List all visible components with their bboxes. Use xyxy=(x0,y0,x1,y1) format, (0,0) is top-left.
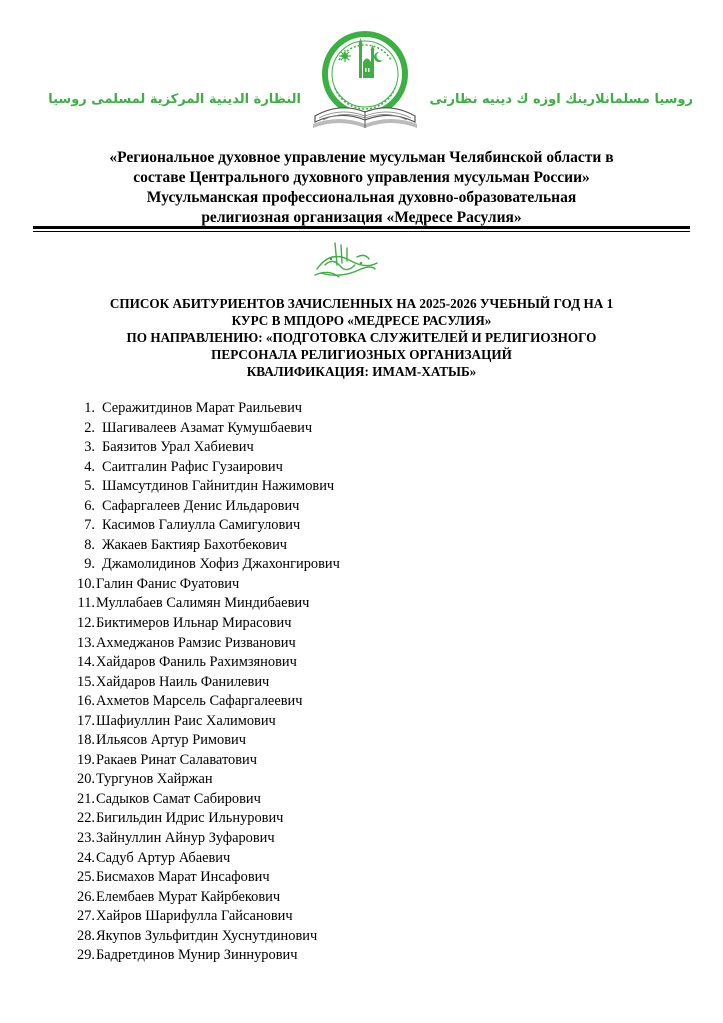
list-item-number: 25. xyxy=(77,869,95,886)
title-line: КВАЛИФИКАЦИЯ: ИМАМ-ХАТЫБ» xyxy=(246,364,477,379)
list-item-number: 11. xyxy=(77,595,95,612)
list-item xyxy=(70,849,670,869)
list-item-number: 3. xyxy=(84,439,95,456)
arabic-org-name-right: روسيا مسلمانلارينك اوزه ك دينيه نظارتی xyxy=(429,92,693,107)
list-item-number: 14. xyxy=(77,654,95,671)
list-item xyxy=(70,497,670,517)
list-item xyxy=(70,927,670,947)
list-item-name: Касимов Галиулла Самигулович xyxy=(102,517,301,534)
list-item-number: 20. xyxy=(77,771,95,788)
list-item-number: 7. xyxy=(84,517,95,534)
tughra-calligraphy-icon xyxy=(311,239,381,281)
list-item xyxy=(70,751,670,771)
list-item xyxy=(70,692,670,712)
list-item xyxy=(70,458,670,478)
list-item-name: Бадретдинов Мунир Зиннурович xyxy=(96,947,298,964)
list-item-number: 22. xyxy=(77,810,95,827)
arabic-org-name-left: النظارة الدينية المركزية لمسلمی روسيا xyxy=(48,92,301,107)
list-item-number: 9. xyxy=(84,556,95,573)
list-item xyxy=(70,907,670,927)
list-item-number: 24. xyxy=(77,849,95,866)
list-item-name: Якупов Зульфитдин Хуснутдинович xyxy=(96,927,318,944)
list-item-number: 6. xyxy=(84,497,95,514)
list-item-name: Муллабаев Салимян Миндибаевич xyxy=(96,595,310,612)
list-item xyxy=(70,575,670,595)
list-item xyxy=(70,594,670,614)
list-item-number: 17. xyxy=(77,712,95,729)
list-item-name: Джамолидинов Хофиз Джахонгирович xyxy=(102,556,340,573)
list-item-number: 13. xyxy=(77,634,95,651)
header-divider-thick xyxy=(33,226,690,229)
list-item-number: 19. xyxy=(77,751,95,768)
list-item-name: Хайров Шарифулла Гайсанович xyxy=(96,908,293,925)
document-title xyxy=(40,295,683,380)
list-item xyxy=(70,516,670,536)
list-item xyxy=(70,614,670,634)
list-item-number: 12. xyxy=(77,615,95,632)
list-item-name: Садыков Самат Сабирович xyxy=(96,790,261,807)
list-item-number: 1. xyxy=(84,400,95,416)
list-item xyxy=(70,770,670,790)
list-item-number: 8. xyxy=(84,536,95,553)
header-divider-thin xyxy=(33,231,690,232)
list-item xyxy=(70,634,670,654)
list-item-name: Серажитдинов Марат Раильевич xyxy=(102,400,303,416)
list-item-name: Зайнуллин Айнур Зуфарович xyxy=(96,830,275,847)
list-item xyxy=(70,888,670,908)
list-item-name: Баязитов Урал Хабиевич xyxy=(102,439,254,456)
list-item xyxy=(70,438,670,458)
list-item-name: Сафаргалеев Денис Ильдарович xyxy=(102,497,300,514)
student-list xyxy=(70,399,670,966)
list-item-name: Биктимеров Ильнар Мирасович xyxy=(96,615,292,632)
list-item-number: 15. xyxy=(77,673,95,690)
list-item-number: 29. xyxy=(77,947,95,964)
org-line: Мусульманская профессиональная духовно-образовательная xyxy=(146,189,577,206)
list-item xyxy=(70,809,670,829)
org-line: составе Центрального духовного управления мусульман России» xyxy=(133,169,590,186)
list-item-name: Садуб Артур Абаевич xyxy=(96,849,231,866)
list-item-name: Саитгалин Рафис Гузаирович xyxy=(102,458,283,475)
mosque-book-emblem-icon xyxy=(305,30,425,140)
list-item xyxy=(70,712,670,732)
list-item-number: 10. xyxy=(77,575,95,592)
list-item-name: Бигильдин Идрис Ильнурович xyxy=(96,810,284,827)
list-item-name: Хайдаров Наиль Фанилевич xyxy=(96,673,270,690)
list-item-name: Шагивалеев Азамат Кумушбаевич xyxy=(102,419,313,436)
title-line: КУРС В МПДОРО «МЕДРЕСЕ РАСУЛИЯ» xyxy=(231,313,492,328)
list-item-name: Галин Фанис Фуатович xyxy=(96,575,240,592)
organization-header xyxy=(40,148,683,228)
list-item-name: Тургунов Хайржан xyxy=(96,771,213,788)
list-item xyxy=(70,946,670,966)
title-line: СПИСОК АБИТУРИЕНТОВ ЗАЧИСЛЕННЫХ НА 2025-2026 УЧЕБНЫЙ ГОД НА 1 xyxy=(109,296,614,311)
list-item-name: Шафиуллин Раис Халимович xyxy=(96,712,276,729)
list-item xyxy=(70,673,670,693)
list-item xyxy=(70,790,670,810)
list-item xyxy=(70,653,670,673)
list-item-number: 23. xyxy=(77,830,95,847)
org-line: «Региональное духовное управление мусульман Челябинской области в xyxy=(109,149,614,166)
list-item-name: Шамсутдинов Гайнитдин Нажимович xyxy=(102,478,335,495)
list-item-name: Елембаев Мурат Кайрбекович xyxy=(96,888,281,905)
list-item xyxy=(70,399,670,419)
list-item xyxy=(70,868,670,888)
list-item-name: Ракаев Ринат Салаватович xyxy=(96,751,257,768)
list-item-name: Ильясов Артур Римович xyxy=(96,732,246,749)
list-item xyxy=(70,536,670,556)
list-item-number: 27. xyxy=(77,908,95,925)
list-item xyxy=(70,419,670,439)
list-item-name: Бисмахов Марат Инсафович xyxy=(96,869,270,886)
list-item xyxy=(70,829,670,849)
list-item-name: Жакаев Бактияр Бахотбекович xyxy=(102,536,288,553)
list-item-number: 21. xyxy=(77,790,95,807)
list-item xyxy=(70,477,670,497)
list-item-number: 2. xyxy=(84,419,95,436)
list-item-number: 28. xyxy=(77,927,95,944)
list-item-name: Ахметов Марсель Сафаргалеевич xyxy=(96,693,303,710)
title-line: ПЕРСОНАЛА РЕЛИГИОЗНЫХ ОРГАНИЗАЦИЙ xyxy=(211,347,512,362)
list-item-number: 5. xyxy=(84,478,95,495)
list-item-name: Хайдаров Фаниль Рахимзянович xyxy=(96,654,297,671)
list-item-number: 26. xyxy=(77,888,95,905)
list-item-number: 16. xyxy=(77,693,95,710)
org-line: религиозная организация «Медресе Расулия» xyxy=(201,209,522,226)
list-item xyxy=(70,555,670,575)
list-item-name: Ахмеджанов Рамзис Ризванович xyxy=(96,634,296,651)
list-item-number: 4. xyxy=(84,458,95,475)
list-item-number: 18. xyxy=(77,732,95,749)
title-line: ПО НАПРАВЛЕНИЮ: «ПОДГОТОВКА СЛУЖИТЕЛЕЙ И РЕЛИГИОЗНОГО xyxy=(126,330,597,345)
list-item xyxy=(70,731,670,751)
